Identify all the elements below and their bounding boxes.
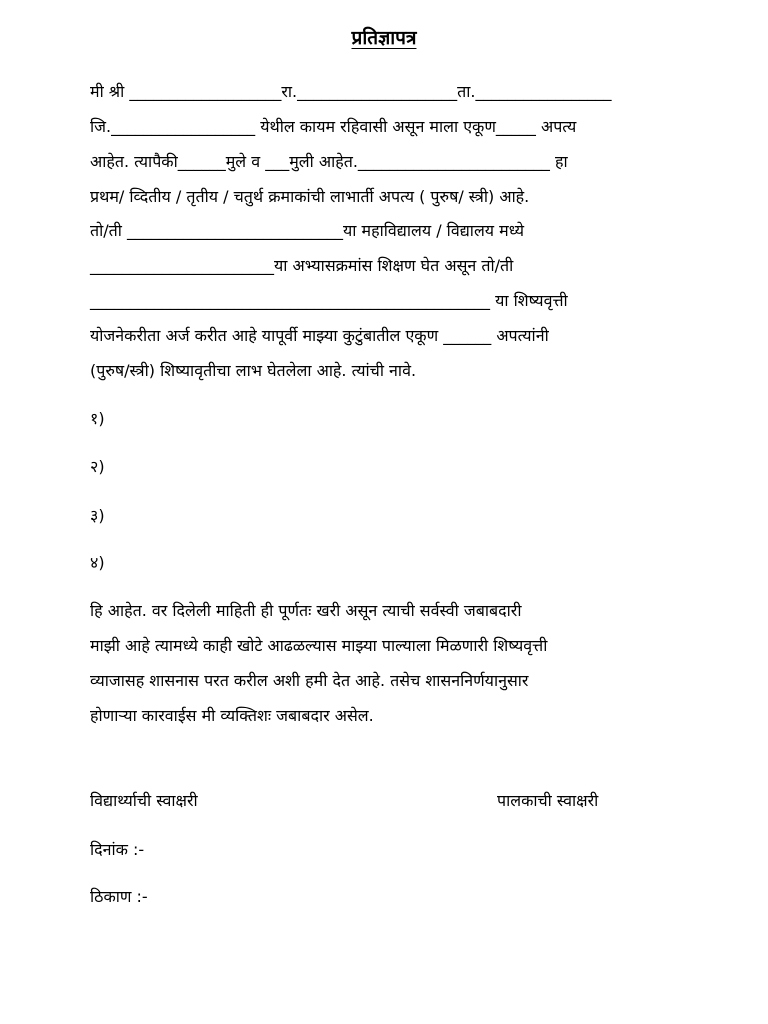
paragraph1-line-5: तो/ती ___________________________या महाविद्यालय / विद्यालय मध्ये <box>90 221 525 240</box>
date-label: दिनांक :- <box>90 840 145 859</box>
paragraph2-line-4: होणाऱ्या कारवाईस मी व्यक्तिशः जबाबदार असेल. <box>90 706 374 725</box>
list-item-2: २) <box>90 457 105 476</box>
paragraph2-line-3: व्याजासह शासनास परत करील अशी हमी देत आहे. तसेच शासननिर्णयानुसार <box>90 671 529 690</box>
paragraph1-line-6: _______________________या अभ्यासक्रमांस शिक्षण घेत असून तो/ती <box>90 256 514 275</box>
paragraph1-line-3: आहेत. त्यापैकी______मुले व ___मुली आहेत.________________________ हा <box>90 152 568 171</box>
address-label: ठिकाण :- <box>90 887 148 906</box>
paragraph1-line-9: (पुरुष/स्त्री) शिष्यावृतीचा लाभ घेतलेला आहे. त्यांची नावे. <box>90 361 417 380</box>
list-item-4: ४) <box>90 553 105 572</box>
student-signature-label: विद्यार्थ्याची स्वाक्षरी <box>90 791 198 810</box>
page-title: प्रतिज्ञापत्र <box>351 27 417 49</box>
paragraph1-line-2: जि.__________________ येथील कायम रहिवासी असून माला एकूण_____ अपत्य <box>90 117 577 136</box>
list-item-3: ३) <box>90 506 105 525</box>
paragraph2-line-1: हि आहेत. वर दिलेली माहिती ही पूर्णतः खरी असून त्याची सर्वस्वी जबाबदारी <box>90 601 522 620</box>
parent-signature-label: पालकाची स्वाक्षरी <box>497 791 599 810</box>
list-item-1: १) <box>90 409 105 428</box>
paragraph1-line-7: __________________________________________________ या शिष्यवृत्ती <box>90 291 568 310</box>
paragraph1-line-4: प्रथम/ व्दितीय / तृतीय / चतुर्थ क्रमाकांची लाभार्ती अपत्य ( पुरुष/ स्त्री) आहे. <box>90 187 530 206</box>
paragraph2-line-2: माझी आहे त्यामध्ये काही खोटे आढळल्यास माझ्या पाल्याला मिळणारी शिष्यवृत्ती <box>90 636 548 655</box>
paragraph1-line-8: योजनेकरीता अर्ज करीत आहे यापूर्वी माझ्या कुटुंबातील एकूण ______ अपत्यांनी <box>90 326 549 345</box>
paragraph1-line-1: मी श्री ___________________रा.____________________ता._________________ <box>90 82 612 101</box>
